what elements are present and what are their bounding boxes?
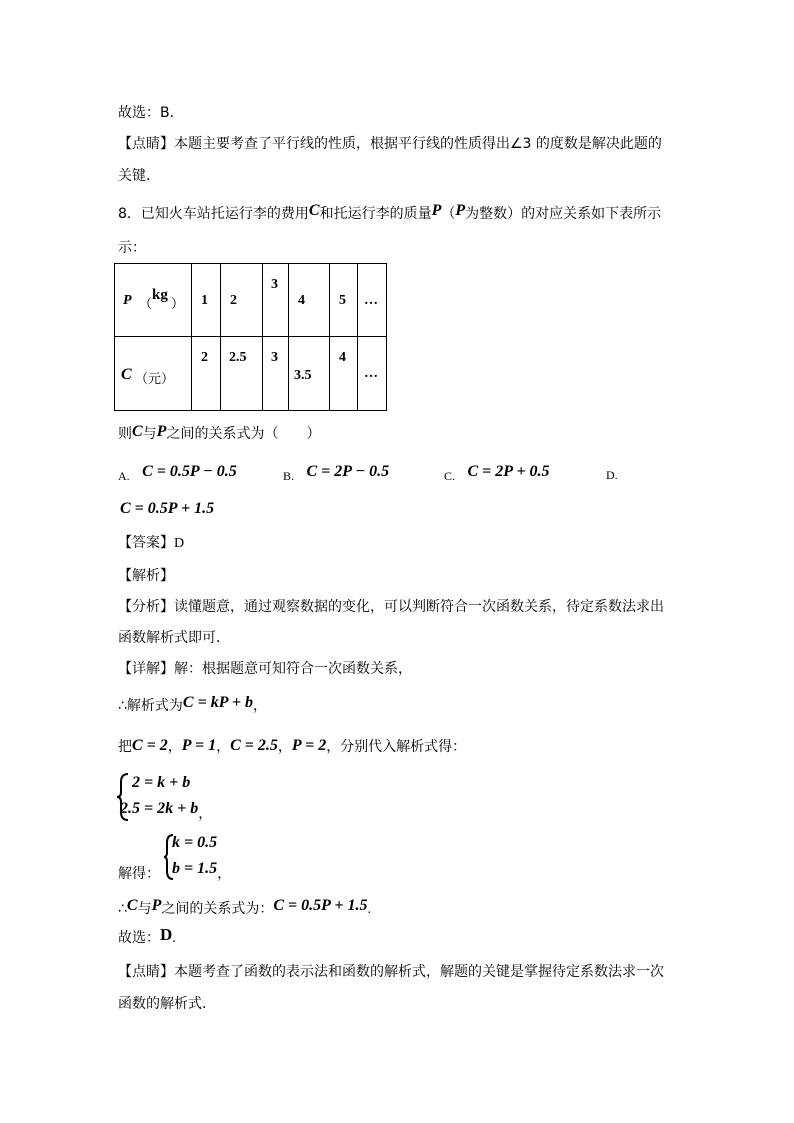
option-d-letter: D. [606, 468, 618, 482]
value-table [114, 263, 387, 411]
table-cell: 2 [230, 293, 237, 308]
sep-3: ， [277, 739, 292, 755]
prev-comment [118, 134, 662, 154]
concl-var-p: P [151, 897, 162, 914]
table-row-p [115, 264, 387, 337]
concl-mid: 与 [137, 901, 152, 917]
row-label-p-close: ） [171, 297, 185, 312]
row-label-c-var: C [121, 366, 132, 383]
answer-value: D [174, 536, 185, 551]
sol-b [172, 858, 232, 882]
answer-tag: 【答案】 [118, 535, 174, 551]
row-label-c-unit: （元） [135, 372, 175, 387]
sep-1: ， [167, 739, 182, 755]
table-cell: 4 [339, 350, 346, 365]
table-cell: 3 [271, 277, 278, 292]
ask-var-c: C [132, 423, 143, 440]
concl-text: 之间的关系式为： [161, 901, 274, 917]
formula-line [118, 696, 267, 716]
stem-text-b: 和托运行李的质量 [319, 206, 432, 222]
row-label-p-open: （ [139, 297, 153, 312]
option-b[interactable] [283, 463, 390, 485]
final-prefix: 故选： [118, 930, 160, 946]
note-line [118, 962, 664, 982]
option-b-letter: B. [283, 469, 295, 483]
question-8-stem-cont: 示： [118, 240, 146, 256]
conclusion-therefore: ∴ [118, 901, 127, 917]
therefore-sign: ∴ [118, 698, 127, 714]
final-answer: D [160, 925, 173, 944]
conclusion-line [118, 899, 371, 920]
var-c: C [308, 202, 320, 219]
comment-tag: 【点睛】 [118, 136, 174, 152]
table-row-c [115, 337, 387, 411]
sub-p1: P = 1 [181, 737, 217, 754]
question-ask [118, 424, 320, 444]
stem-text-c: 为整数）的对应关系如下表所示 [465, 206, 662, 222]
final-answer-line [118, 927, 176, 949]
concl-formula: C = 0.5P + 1.5 [273, 897, 368, 914]
sol-b-comma: ， [217, 866, 232, 882]
option-c[interactable] [444, 463, 550, 485]
detail-text: 解：根据题意可知符合一次函数关系， [174, 661, 412, 677]
ask-text-d: 之间的关系式为（ ） [166, 426, 321, 442]
row-label-p-var: P [123, 293, 132, 308]
eq2-comma: ， [198, 806, 213, 822]
table-cell: 2 [201, 350, 208, 365]
fenxi-line [118, 597, 664, 617]
option-c-expr: C = 2P + 0.5 [467, 463, 550, 480]
table-cell: … [364, 366, 378, 381]
analysis-tag: 【解析】 [118, 568, 174, 584]
sub-c1: C = 2 [132, 737, 168, 754]
option-a-letter: A. [118, 469, 130, 483]
table-cell: 4 [298, 293, 305, 308]
answer-line [118, 533, 184, 554]
row-label-p-unit: kg [152, 287, 168, 303]
sub-c2: C = 2.5 [230, 737, 278, 754]
option-d-expr-line [120, 500, 214, 518]
sub-prefix: 把 [118, 739, 132, 755]
option-d[interactable] [606, 467, 618, 483]
prev-answer-line: 故选：B． [118, 105, 184, 121]
system-eq-1 [132, 774, 190, 792]
paren-open: （ [441, 206, 456, 222]
system-eq-2 [120, 798, 213, 822]
table-cell: 2.5 [229, 350, 247, 365]
option-a[interactable] [118, 463, 237, 485]
detail-tag: 【详解】 [118, 661, 174, 677]
option-a-expr: C = 0.5P − 0.5 [142, 463, 237, 480]
concl-period: . [367, 902, 371, 917]
eq1-text: 2 = k + b [132, 774, 191, 791]
note-cont: 函数的解析式． [118, 996, 216, 1012]
final-period: . [172, 931, 176, 946]
note-text: 本题考查了函数的表示法和函数的解析式，解题的关键是掌握待定系数法求一次 [174, 964, 664, 980]
sol-k-text: k = 0.5 [172, 834, 218, 851]
sub-p2: P = 2 [291, 737, 327, 754]
table-cell: … [364, 293, 378, 308]
detail-line [118, 659, 412, 679]
fenxi-text: 读懂题意，通过观察数据的变化，可以判断符合一次函数关系，待定系数法求出 [174, 599, 664, 615]
option-d-expr: C = 0.5P + 1.5 [120, 500, 215, 517]
var-p: P [431, 202, 442, 219]
concl-var-c: C [126, 897, 138, 914]
sub-suffix: ，分别代入解析式得： [326, 739, 467, 755]
comment-text: 本题主要考查了平行线的性质，根据平行线的性质得出∠3 的度数是解决此题的 [174, 136, 662, 152]
eq2-text: 2.5 = 2k + b [120, 800, 199, 817]
sol-k [172, 834, 217, 852]
row-label-c [115, 337, 192, 411]
ask-var-p: P [156, 423, 167, 440]
option-c-letter: C. [444, 469, 456, 483]
ask-text-a: 则 [118, 426, 132, 442]
formula-prefix: 解析式为 [126, 698, 183, 714]
prev-comment-cont: 关键． [118, 168, 160, 184]
formula-comma: ， [253, 698, 268, 714]
fenxi-cont: 函数解析式即可． [118, 630, 230, 646]
option-b-expr: C = 2P − 0.5 [306, 463, 390, 480]
table-cell: 1 [201, 293, 208, 308]
substitution-line [118, 737, 466, 757]
table-cell: 3 [271, 350, 278, 365]
ask-text-b: 与 [142, 426, 157, 442]
solve-prefix: 解得： [118, 866, 160, 882]
question-8-stem [118, 204, 661, 224]
var-p-inner: P [455, 202, 466, 219]
table-cell: 3.5 [294, 368, 312, 383]
note-tag: 【点睛】 [118, 964, 174, 980]
row-label-p [115, 264, 192, 337]
question-number: 8． [118, 206, 141, 222]
sol-b-text: b = 1.5 [172, 860, 218, 877]
fenxi-tag: 【分析】 [118, 599, 174, 615]
sep-2: ， [216, 739, 231, 755]
stem-text-a: 已知火车站托运行李的费用 [140, 206, 309, 222]
formula-expr: C = kP + b [182, 694, 254, 711]
table-cell: 5 [339, 293, 346, 308]
